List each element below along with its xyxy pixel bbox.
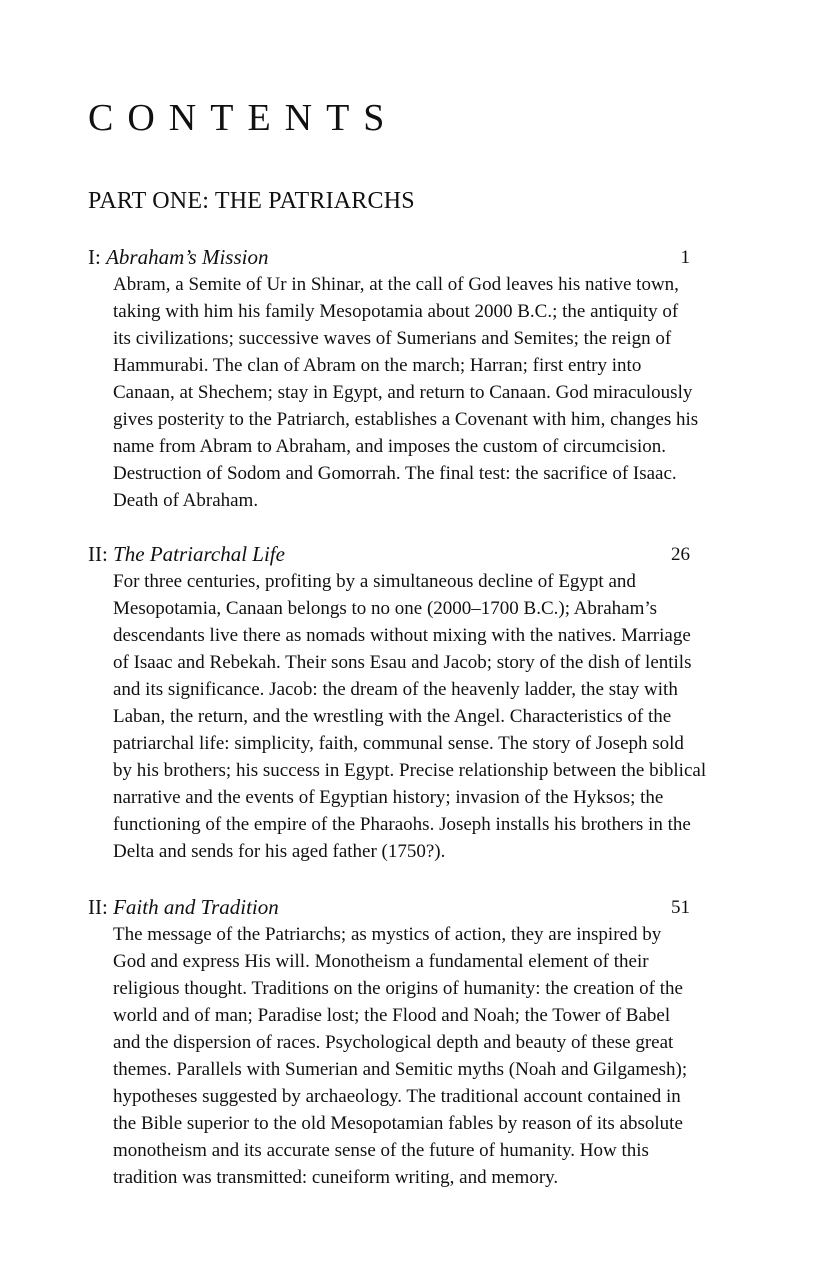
summary-line: For three centuries, profiting by a simultaneous decline of Egypt and [113, 571, 636, 592]
summary-line: of Isaac and Rebekah. Their sons Esau and Jacob; story of the dish of lentils [113, 652, 692, 673]
toc-entry [88, 244, 728, 514]
chapter-number: II: [88, 895, 108, 919]
summary-line: descendants live there as nomads without mixing with the natives. Marriage [113, 625, 691, 646]
chapter-summary [113, 921, 728, 1191]
toc-entry-heading[interactable] [88, 541, 728, 568]
page-number[interactable]: 51 [671, 897, 690, 918]
page-number[interactable]: 26 [671, 544, 690, 565]
summary-line: and its significance. Jacob: the dream of the heavenly ladder, the stay with [113, 679, 678, 700]
chapter-number: II: [88, 542, 108, 566]
summary-line: the Bible superior to the old Mesopotamian fables by reason of its absolute [113, 1113, 683, 1134]
toc-entry-heading[interactable] [88, 244, 728, 271]
chapter-summary [113, 568, 728, 865]
summary-line: religious thought. Traditions on the origins of humanity: the creation of the [113, 978, 683, 999]
toc-entry-heading[interactable] [88, 894, 728, 921]
page-number[interactable]: 1 [680, 247, 690, 268]
chapter-title[interactable]: Faith and Tradition [113, 895, 279, 919]
chapter-title[interactable]: The Patriarchal Life [113, 542, 285, 566]
summary-line: themes. Parallels with Sumerian and Semitic myths (Noah and Gilgamesh); [113, 1059, 688, 1080]
chapter-number: I: [88, 245, 101, 269]
summary-line: Laban, the return, and the wrestling with the Angel. Characteristics of the [113, 706, 672, 727]
summary-line: God and express His will. Monotheism a fundamental element of their [113, 951, 649, 972]
summary-line: Death of Abraham. [113, 490, 259, 511]
summary-line: Abram, a Semite of Ur in Shinar, at the call of God leaves his native town, [113, 274, 679, 295]
summary-line: hypotheses suggested by archaeology. The traditional account contained in [113, 1086, 681, 1107]
summary-line: Hammurabi. The clan of Abram on the march; Harran; first entry into [113, 355, 642, 376]
summary-line: Delta and sends for his aged father (1750?). [113, 841, 446, 862]
summary-line: gives posterity to the Patriarch, establishes a Covenant with him, changes his [113, 409, 699, 430]
toc-entry [88, 894, 728, 1191]
summary-line: tradition was transmitted: cuneiform writing, and memory. [113, 1167, 559, 1188]
summary-line: Destruction of Sodom and Gomorrah. The final test: the sacrifice of Isaac. [113, 463, 677, 484]
summary-line: world and of man; Paradise lost; the Flood and Noah; the Tower of Babel [113, 1005, 671, 1026]
summary-line: taking with him his family Mesopotamia about 2000 B.C.; the antiquity of [113, 301, 679, 322]
summary-line: monotheism and its accurate sense of the future of humanity. How this [113, 1140, 649, 1161]
part-heading: PART ONE: THE PATRIARCHS [88, 188, 415, 214]
toc-entry [88, 541, 728, 865]
summary-line: patriarchal life: simplicity, faith, communal sense. The story of Joseph sold [113, 733, 684, 754]
summary-line: functioning of the empire of the Pharaohs. Joseph installs his brothers in the [113, 814, 691, 835]
summary-line: its civilizations; successive waves of Sumerians and Semites; the reign of [113, 328, 672, 349]
summary-line: name from Abram to Abraham, and imposes the custom of circumcision. [113, 436, 666, 457]
summary-line: Mesopotamia, Canaan belongs to no one (2000–1700 B.C.); Abraham’s [113, 598, 658, 619]
chapter-title[interactable]: Abraham’s Mission [106, 245, 269, 269]
summary-line: and the dispersion of races. Psychological depth and beauty of these great [113, 1032, 674, 1053]
page-title: CONTENTS [88, 97, 399, 139]
summary-line: The message of the Patriarchs; as mystics of action, they are inspired by [113, 924, 662, 945]
summary-line: narrative and the events of Egyptian history; invasion of the Hyksos; the [113, 787, 664, 808]
chapter-summary [113, 271, 728, 514]
summary-line: by his brothers; his success in Egypt. Precise relationship between the biblical [113, 760, 707, 781]
summary-line: Canaan, at Shechem; stay in Egypt, and return to Canaan. God miraculously [113, 382, 693, 403]
